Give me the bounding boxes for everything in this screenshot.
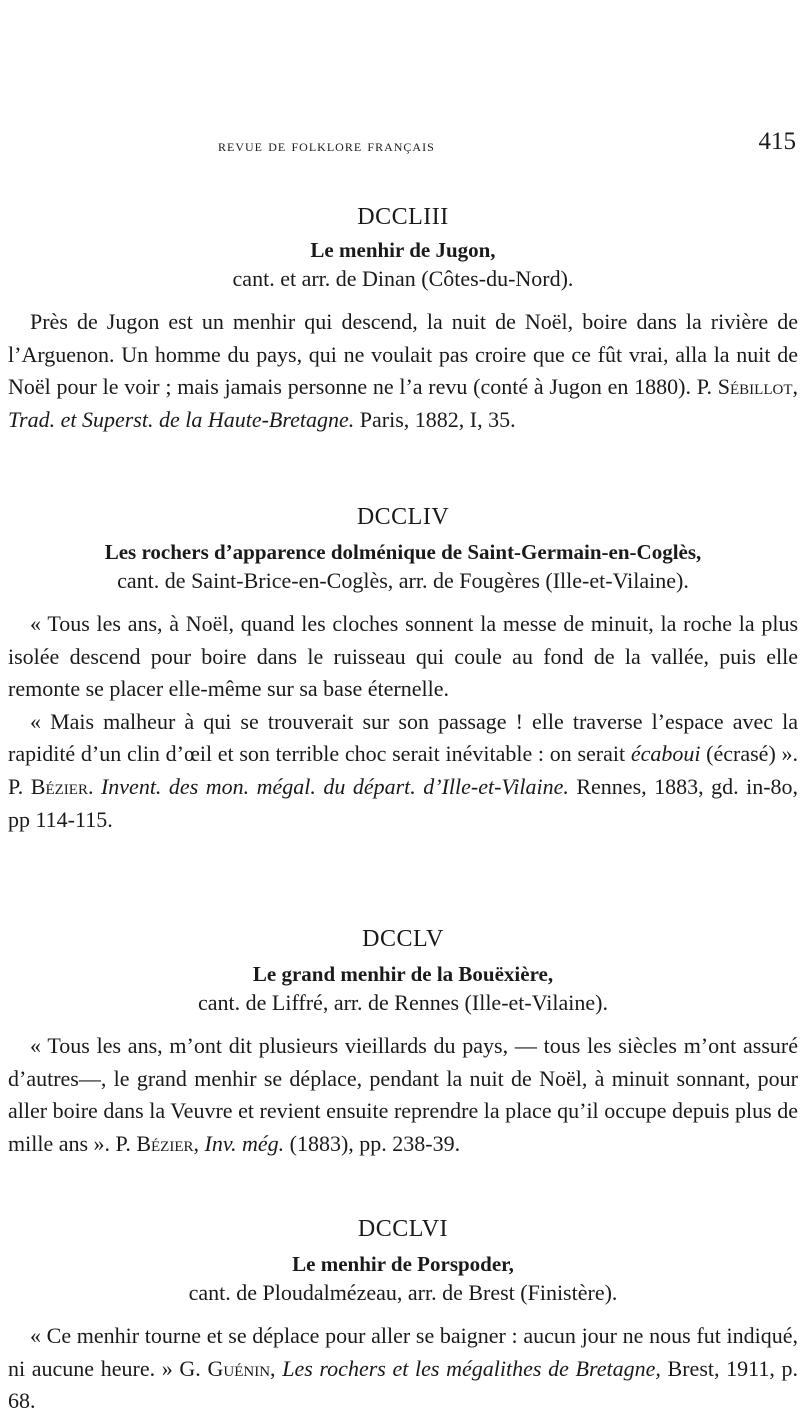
citation-tail: Rennes, 1883, gd. in-8o, pp 114-115. (8, 773, 799, 832)
page-number: 415 (758, 128, 796, 155)
running-head (8, 128, 798, 160)
citation-separator: , (193, 1130, 205, 1156)
author-name: Bézier (136, 1130, 194, 1156)
entry-dccliv (8, 502, 798, 836)
entry-location: cant. de Saint-Brice-en-Coglès, arr. de Fougères (Ille-et-Vilaine). (117, 568, 689, 593)
entry-dcclIII (8, 202, 798, 436)
entry-numeral: DCCLV (362, 926, 444, 952)
entry-location: cant. de Ploudalmézeau, arr. de Brest (Finistère). (188, 1280, 618, 1305)
entry-paragraph (8, 1320, 798, 1418)
author-name: Sébillot (717, 374, 793, 400)
entry-dcclv (8, 924, 798, 1160)
entry-location: cant. et arr. de Dinan (Côtes-du-Nord). (232, 266, 574, 291)
author-name: Bézier (30, 773, 88, 799)
citation-separator: , (792, 374, 798, 400)
entry-title: Les rochers d’apparence dolménique de Saint-Germain-en-Coglès, (104, 540, 702, 564)
entry-location: cant. de Liffré, arr. de Rennes (Ille-et-Vilaine). (198, 990, 608, 1015)
word-gloss: (écrasé) ». P. (8, 741, 798, 799)
citation-separator: . (87, 773, 101, 799)
entry-paragraph: « Tous les ans, à Noël, quand les cloches sonnent la messe de minuit, la roche la plus isolée descend pour boire dans le ruisseau qui coule au fond de la vallée, puis elle remonte se placer elle-même sur sa base éternelle. (8, 611, 798, 702)
entry-dcclvi (8, 1214, 798, 1418)
dialect-word: écaboui (630, 741, 701, 767)
running-title: revue de folklore français (218, 136, 435, 155)
paragraph-text: « Ce menhir tourne et se déplace pour aller se baigner : aucun jour ne nous fut indiqué, ni aucune heure. » G. (8, 1323, 798, 1381)
entry-paragraph (8, 706, 798, 836)
citation-tail: Paris, 1882, I, 35. (354, 406, 516, 432)
entry-numeral: DCCLIII (357, 204, 449, 230)
work-title: Trad. et Superst. de la Haute-Bretagne. (8, 406, 355, 432)
entry-paragraph (8, 306, 798, 436)
entry-numeral: DCCLIV (356, 504, 450, 530)
citation-separator: , (270, 1355, 283, 1381)
paragraph-text: « Tous les ans, m’ont dit plusieurs vieillards du pays, — tous les siècles m’ont assuré d’autres—, le grand menhir se déplace, pendant la nuit de Noël, à minuit sonnant, pour aller boire dans la Veuvre et revient ensuite reprendre la place qu’il occupe depuis plus de mille ans ». P. (8, 1033, 798, 1156)
citation-tail: Brest, 1911, p. 68. (8, 1355, 799, 1414)
entry-title: Le menhir de Porspoder, (292, 1252, 514, 1276)
work-title: Invent. des mon. mégal. du départ. d’Ille-et-Vilaine. (100, 773, 569, 799)
entry-title: Le menhir de Jugon, (310, 238, 496, 262)
entry-paragraph (8, 1030, 798, 1160)
entry-numeral: DCCLVI (357, 1216, 449, 1242)
entry-title: Le grand menhir de la Bouëxière, (252, 962, 554, 986)
work-title: Inv. még. (204, 1130, 285, 1156)
paragraph-text: « Mais malheur à qui se trouverait sur son passage ! elle traverse l’espace avec la rapidité d’un clin d’œil et son terrible choc serait inévitable : on serait (8, 708, 798, 767)
paragraph-text: Près de Jugon est un menhir qui descend, la nuit de Noël, boire dans la rivière de l’Arguenon. Un homme du pays, qui ne voulait pas croire que ce fût vrai, alla la nuit de Noël pour le voir ; mais jamais personne ne l’a revu (conté à Jugon en 1880). P. (8, 309, 798, 400)
author-name: Guénin (207, 1355, 271, 1381)
citation-tail: (1883), pp. 238-39. (284, 1130, 461, 1156)
work-title: Les rochers et les mégalithes de Bretagne, (282, 1355, 661, 1381)
